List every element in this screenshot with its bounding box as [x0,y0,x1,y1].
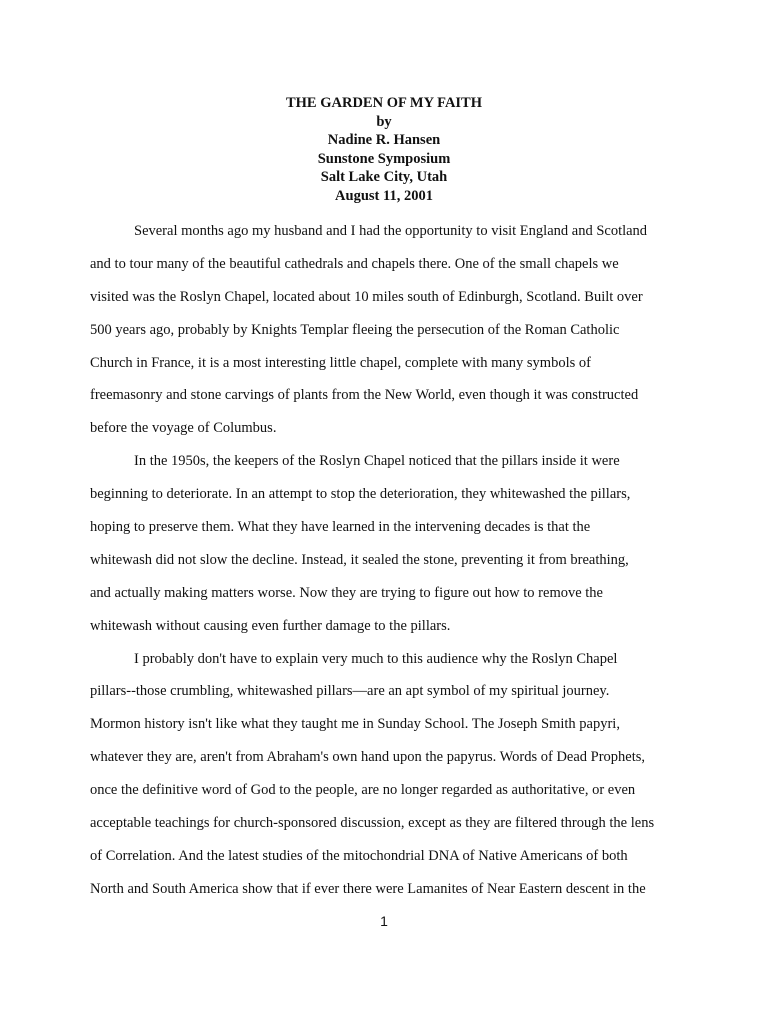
paragraph-1-line: before the voyage of Columbus. [90,420,277,437]
paragraph-3-line: once the definitive word of God to the people, are no longer regarded as authoritative, or even [90,782,636,799]
paragraph-2-line: In the 1950s, the keepers of the Roslyn Chapel noticed that the pillars inside it were [134,453,620,470]
paragraph-3-line: of Correlation. And the latest studies of the mitochondrial DNA of Native Americans of both [90,847,628,864]
document-heading [0,94,768,206]
paragraph-1-line: freemasonry and stone carvings of plants from the New World, even though it was constructed [90,387,639,404]
document-title: THE GARDEN OF MY FAITH [285,95,483,111]
paragraph-1-line: and to tour many of the beautiful cathedrals and chapels there. One of the small chapels we [90,255,619,272]
event-location: Salt Lake City, Utah [320,169,448,186]
paragraph-1-line: Several months ago my husband and I had the opportunity to visit England and Scotland [134,223,648,239]
author-name: Nadine R. Hansen [327,132,441,149]
paragraph-3-line: acceptable teachings for church-sponsored discussion, except as they are filtered through the lens [90,815,655,832]
document-body [90,220,680,911]
event-name: Sunstone Symposium [317,150,451,167]
paragraph-1-line: Church in France, it is a most interesting little chapel, complete with many symbols of [90,354,591,371]
byline-by: by [376,113,392,130]
paragraph-2-line: whitewash did not slow the decline. Instead, it sealed the stone, preventing it from breathing, [90,551,629,568]
paragraph-2-line: and actually making matters worse. Now they are trying to figure out how to remove the [90,584,603,601]
paragraph-3-line: whatever they are, aren't from Abraham's own hand upon the papyrus. Words of Dead Prophets, [90,749,646,766]
paragraph-2-line: beginning to deteriorate. In an attempt to stop the deterioration, they whitewashed the pillars, [90,486,631,503]
page-number: 1 [380,913,388,929]
paragraph-1-line: visited was the Roslyn Chapel, located about 10 miles south of Edinburgh, Scotland. Built over [90,288,643,305]
paragraph-3-line: Mormon history isn't like what they taught me in Sunday School. The Joseph Smith papyri, [90,716,620,733]
paragraph-1-line: 500 years ago, probably by Knights Templar fleeing the persecution of the Roman Catholic [90,321,620,338]
paragraph-3-line: pillars--those crumbling, whitewashed pillars—are an apt symbol of my spiritual journey. [90,683,610,700]
event-date: August 11, 2001 [335,187,433,204]
paragraph-3-line: North and South America show that if ever there were Lamanites of Near Eastern descent in the [90,880,646,897]
paragraph-2-line: whitewash without causing even further damage to the pillars. [90,617,451,634]
paragraph-3-line: I probably don't have to explain very much to this audience why the Roslyn Chapel [134,650,618,667]
paragraph-2-line: hoping to preserve them. What they have learned in the intervening decades is that the [90,519,591,536]
